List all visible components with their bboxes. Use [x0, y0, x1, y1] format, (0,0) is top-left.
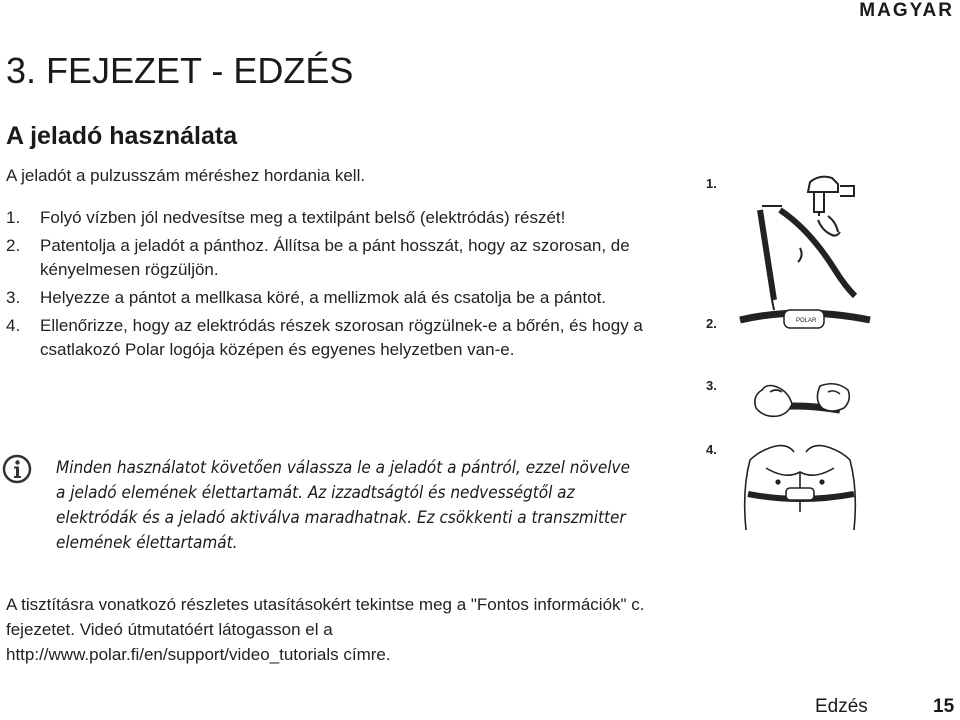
step-number: 3.: [6, 288, 21, 307]
chapter-title: 3. FEJEZET - EDZÉS: [6, 50, 354, 91]
illustration-label-3: 3.: [706, 378, 717, 393]
step-number: 4.: [6, 316, 21, 335]
info-icon: [2, 454, 32, 484]
faucet-strap-drawing: [760, 177, 855, 310]
section-intro: A jeladót a pulzusszám méréshez hordania kell.: [6, 166, 366, 185]
polar-logo: POLAR: [796, 318, 817, 324]
strap-illustration: [700, 160, 900, 540]
step-text: Helyezze a pántot a mellkasa köré, a mellizmok alá és csatolja be a pántot.: [40, 288, 607, 307]
steps-list: [6, 206, 656, 366]
step-text: Patentolja a jeladót a pánthoz. Állítsa be a pánt hosszát, hogy az szorosan, de kényelmesen rögzüljön.: [40, 236, 630, 279]
step-item: [6, 206, 656, 230]
step-number: 2.: [6, 236, 21, 255]
transmitter-strap-drawing: [740, 310, 870, 328]
step-item: [6, 234, 656, 282]
page-number: 15: [933, 696, 955, 717]
illustration-label-1: 1.: [706, 176, 717, 191]
step-text: Folyó vízben jól nedvesítse meg a textilpánt belső (elektródás) részét!: [40, 208, 566, 227]
note-text: Minden használatot követően válassza le a jeladót a pántról, ezzel növelve a jeladó elemének élettartamát. Az izzadtságtól és nedvességtől az elektródák és a jeladó aktiválva maradhatnak. Ez csökkenti a transzmitter elemének élettartamát.: [56, 458, 631, 553]
illustration-label-4: 4.: [706, 442, 717, 457]
step-item: [6, 286, 656, 310]
section-title: A jeladó használata: [6, 122, 238, 150]
hands-adjusting-drawing: [755, 384, 849, 417]
step-number: 1.: [6, 208, 21, 227]
step-text: Ellenőrizze, hogy az elektródás részek szorosan rögzülnek-e a bőrén, és hogy a csatlakozó Polar logója középen és egyenes helyzetben van-e.: [40, 316, 643, 359]
footer-section-name: Edzés: [815, 696, 868, 717]
illustration-svg: [700, 160, 900, 540]
step-item: [6, 314, 656, 362]
cleaning-instructions: A tisztításra vonatkozó részletes utasításokért tekintse meg a "Fontos információk" c. fejezetet. Videó útmutatóért látogasson el a http://www.polar.fi/en/support/video_tutorials címre.: [6, 595, 645, 664]
torso-drawing: [745, 446, 856, 530]
language-label: MAGYAR: [859, 0, 954, 21]
illustration-label-2: 2.: [706, 316, 717, 331]
